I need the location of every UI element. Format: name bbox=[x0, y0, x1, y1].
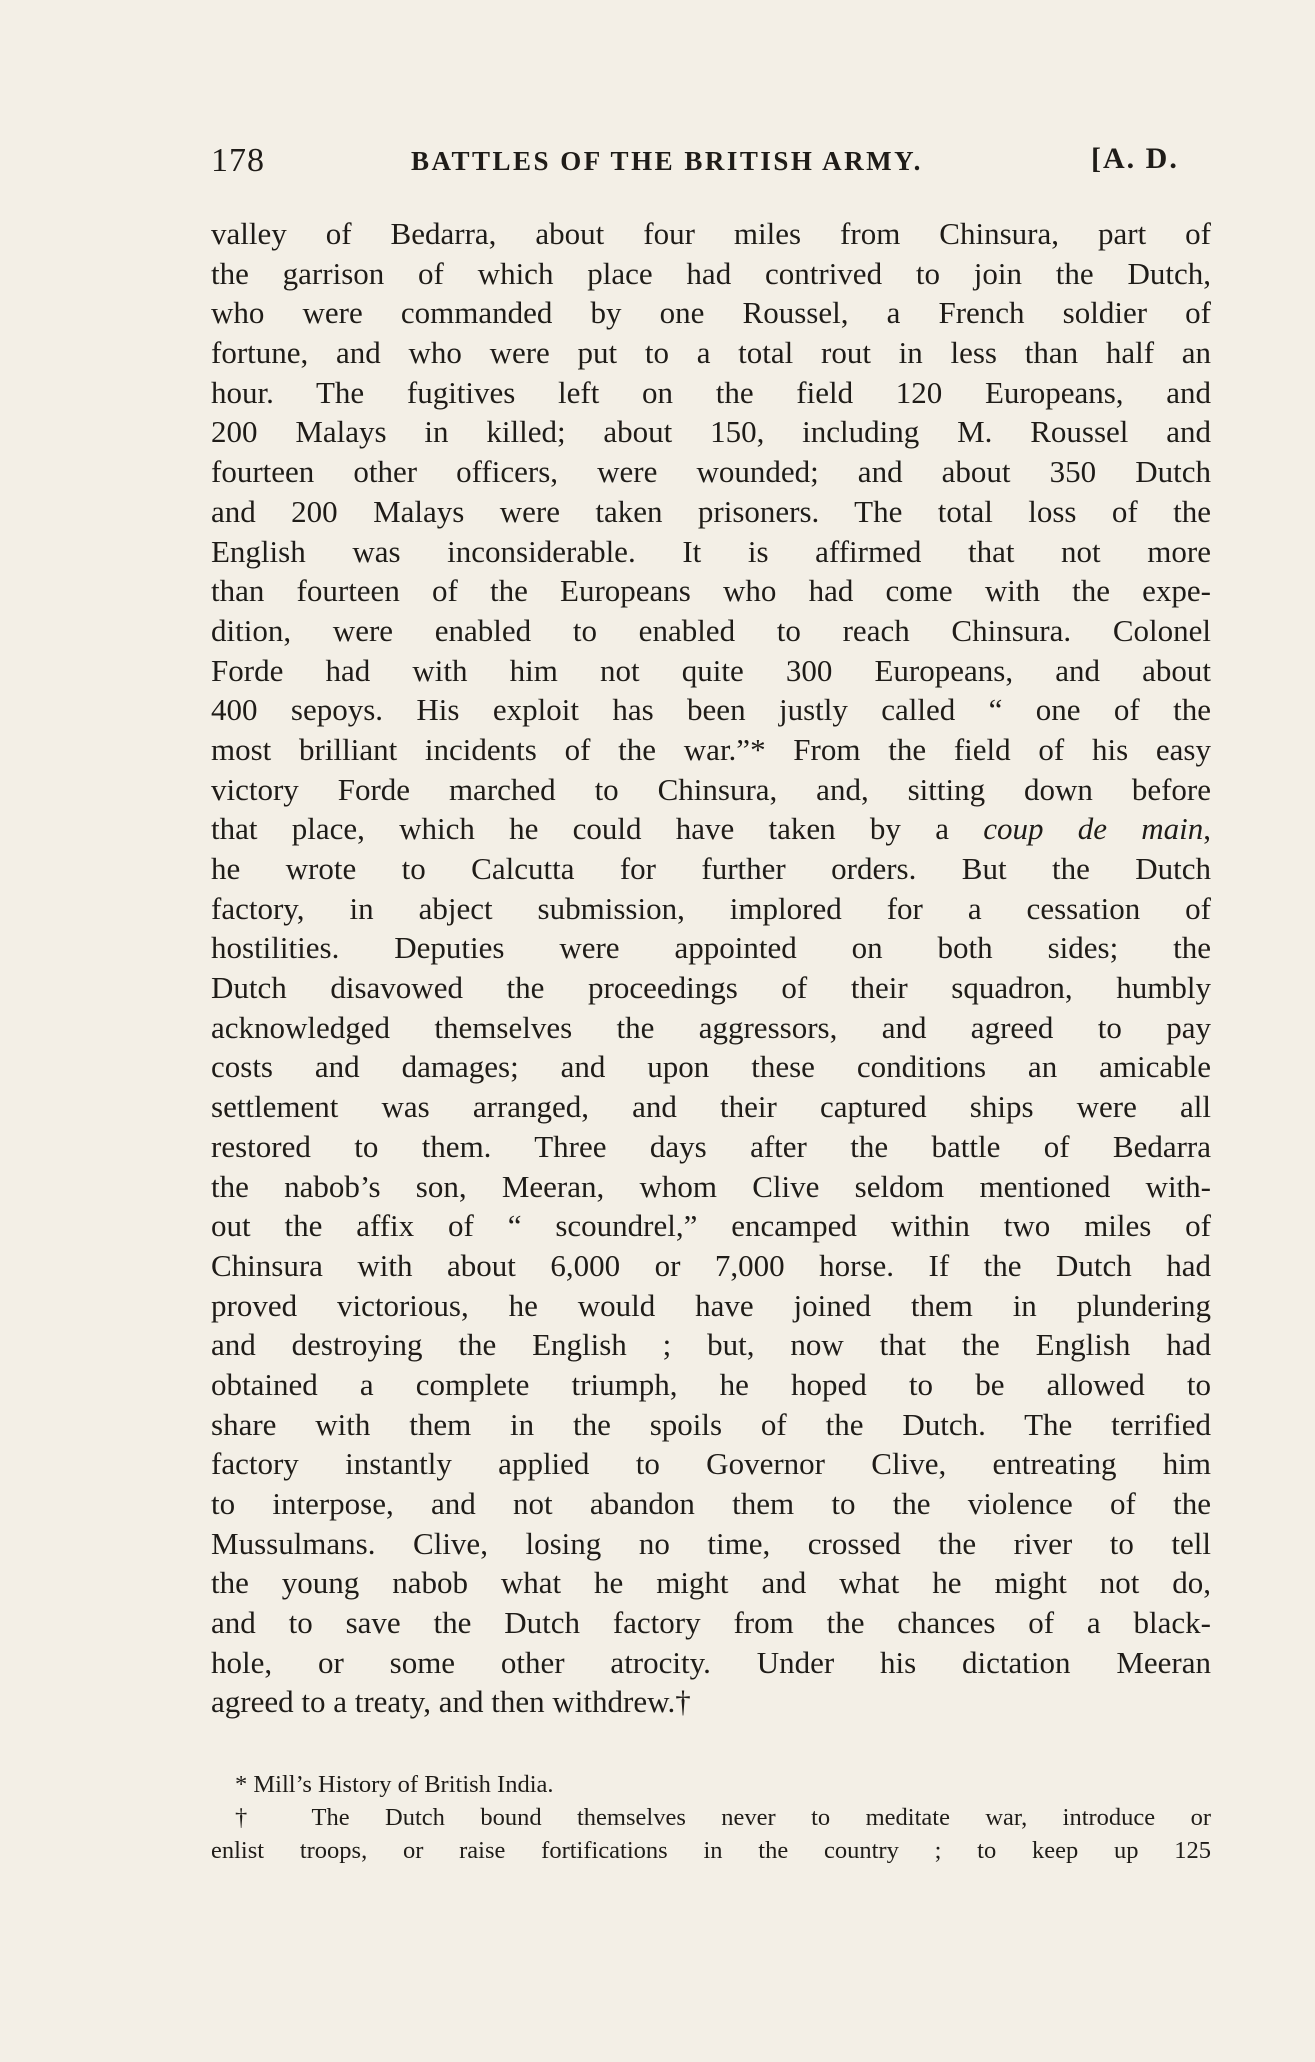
footnote-2-continued: enlist troops, or raise fortifications in the country ; to keep up 125 bbox=[211, 1837, 1211, 1864]
text-line: Dutch disavowed the proceedings of their squadron, humbly bbox=[211, 970, 1211, 1006]
text-line: Forde had with him not quite 300 Europeans, and about bbox=[211, 652, 1211, 688]
footnote-2: † The Dutch bound themselves never to meditate war, introduce or bbox=[235, 1804, 1211, 1831]
era-marker: [A. D. bbox=[1091, 142, 1179, 175]
text-line: valley of Bedarra, about four miles from Chinsura, part of bbox=[211, 216, 1211, 251]
text-line: the garrison of which place had contrived to join the Dutch, bbox=[211, 255, 1211, 291]
text-line: 200 Malays in killed; about 150, including M. Roussel and bbox=[211, 414, 1211, 450]
text-line: costs and damages; and upon these conditions an amicable bbox=[211, 1049, 1211, 1085]
running-header bbox=[211, 142, 1211, 188]
text-line: fourteen other officers, were wounded; and about 350 Dutch bbox=[211, 454, 1211, 490]
text-line: restored to them. Three days after the battle of Bedarra bbox=[211, 1128, 1211, 1164]
text-line: obtained a complete triumph, he hoped to be allowed to bbox=[211, 1366, 1211, 1402]
text-line: victory Forde marched to Chinsura, and, sitting down before bbox=[211, 771, 1211, 807]
text-line: hole, or some other atrocity. Under his dictation Meeran bbox=[211, 1644, 1211, 1680]
text-line: to interpose, and not abandon them to the violence of the bbox=[211, 1486, 1211, 1521]
footnote-1: * Mill’s History of British India. bbox=[235, 1771, 554, 1798]
footnotes bbox=[211, 1768, 1211, 1867]
page-number: 178 bbox=[211, 142, 265, 179]
text-line: factory, in abject submission, implored for a cessation of bbox=[211, 890, 1211, 926]
text-line: and 200 Malays were taken prisoners. The total loss of the bbox=[211, 493, 1211, 529]
text-line: settlement was arranged, and their captured ships were all bbox=[211, 1089, 1211, 1125]
text-line: who were commanded by one Roussel, a French soldier of bbox=[211, 295, 1211, 331]
text-line: dition, were enabled to enabled to reach Chinsura. Colonel bbox=[211, 612, 1211, 648]
text-line: hostilities. Deputies were appointed on both sides; the bbox=[211, 930, 1211, 966]
body-text bbox=[211, 214, 1211, 1722]
italic-phrase: coup de main bbox=[983, 811, 1204, 847]
text-line: and to save the Dutch factory from the chances of a black- bbox=[211, 1605, 1211, 1641]
text-line: Mussulmans. Clive, losing no time, crossed the river to tell bbox=[211, 1525, 1211, 1561]
text-line: agreed to a treaty, and then withdrew.† bbox=[211, 1684, 691, 1720]
text-line: 400 sepoys. His exploit has been justly called “ one of the bbox=[211, 692, 1211, 728]
text-line: and destroying the English ; but, now that the English had bbox=[211, 1327, 1211, 1363]
text-line: out the affix of “ scoundrel,” encamped within two miles of bbox=[211, 1208, 1211, 1244]
text-line: Chinsura with about 6,000 or 7,000 horse. If the Dutch had bbox=[211, 1247, 1211, 1283]
text-line: that place, which he could have taken by a coup de main, bbox=[211, 811, 1211, 847]
text-line: factory instantly applied to Governor Clive, entreating him bbox=[211, 1446, 1211, 1482]
text-line: share with them in the spoils of the Dutch. The terrified bbox=[211, 1406, 1211, 1442]
text-line: most brilliant incidents of the war.”* From the field of his easy bbox=[211, 731, 1211, 767]
text-line: the young nabob what he might and what he might not do, bbox=[211, 1565, 1211, 1601]
text-line: English was inconsiderable. It is affirmed that not more bbox=[211, 533, 1211, 569]
running-title: BATTLES OF THE BRITISH ARMY. bbox=[411, 146, 923, 176]
text-line: he wrote to Calcutta for further orders. But the Dutch bbox=[211, 851, 1211, 886]
text-line: acknowledged themselves the aggressors, and agreed to pay bbox=[211, 1009, 1211, 1045]
text-line: the nabob’s son, Meeran, whom Clive seldom mentioned with- bbox=[211, 1168, 1211, 1204]
text-line: than fourteen of the Europeans who had come with the expe- bbox=[211, 573, 1211, 609]
text-line: proved victorious, he would have joined them in plundering bbox=[211, 1287, 1211, 1323]
text-line: fortune, and who were put to a total rout in less than half an bbox=[211, 335, 1211, 371]
text-line: hour. The fugitives left on the field 120 Europeans, and bbox=[211, 374, 1211, 410]
